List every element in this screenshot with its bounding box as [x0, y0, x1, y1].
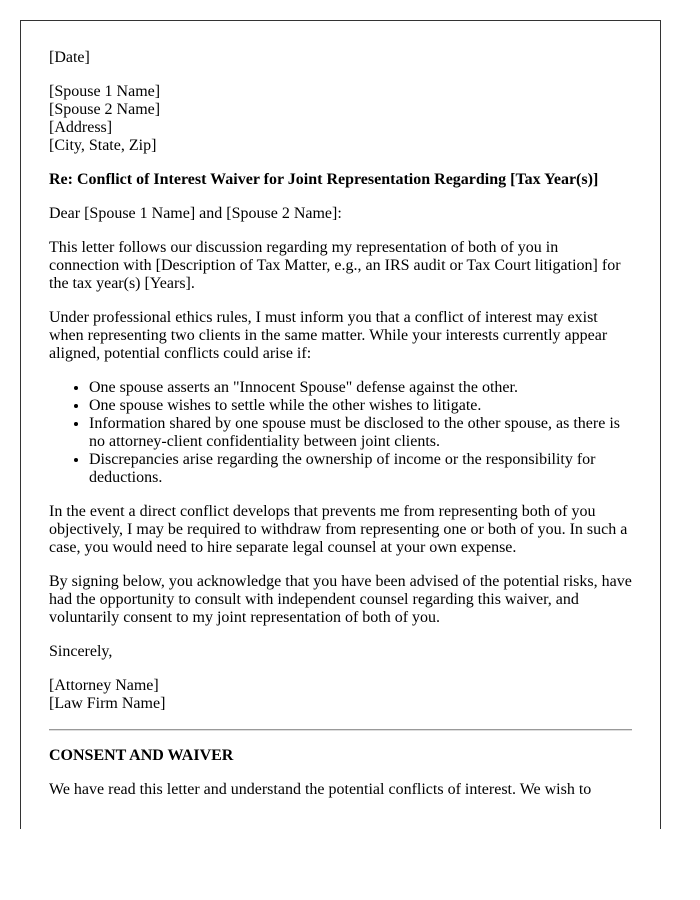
letter-page	[20, 20, 661, 829]
paragraph: This letter follows our discussion regarding my representation of both of you in connection with [Description of Tax Matter, e.g., an IRS audit or Tax Court litigation] for the tax year(s) [Years].	[49, 239, 621, 292]
list-item: • One spouse wishes to settle while the other wishes to litigate.	[89, 397, 632, 415]
paragraph: Under professional ethics rules, I must inform you that a conflict of interest may exist when representing two clients in the same matter. While your interests currently appear aligned, potential conflicts could arise if:	[49, 309, 608, 362]
signature-block	[49, 677, 632, 713]
consent-heading: CONSENT AND WAIVER	[49, 747, 234, 764]
list-item: • One spouse asserts an "Innocent Spouse" defense against the other.	[89, 379, 632, 397]
attorney-name: [Attorney Name]	[49, 677, 159, 694]
address-line: [City, State, Zip]	[49, 137, 157, 154]
address-line: [Address]	[49, 119, 113, 136]
consent-text: We have read this letter and understand the potential conflicts of interest. We wish to	[49, 781, 592, 798]
address-line: [Spouse 1 Name]	[49, 83, 161, 100]
paragraph: In the event a direct conflict develops that prevents me from representing both of you objectively, I may be required to withdraw from representing one or both of you. In such a case, you would need to hire separate legal counsel at your own expense.	[49, 503, 628, 556]
subject-line: Re: Conflict of Interest Waiver for Joint Representation Regarding [Tax Year(s)]	[49, 171, 599, 188]
address-line: [Spouse 2 Name]	[49, 101, 161, 118]
law-firm-name: [Law Firm Name]	[49, 695, 166, 712]
salutation: Dear [Spouse 1 Name] and [Spouse 2 Name]:	[49, 205, 342, 222]
date: [Date]	[49, 49, 90, 66]
list-item: • Information shared by one spouse must be disclosed to the other spouse, as there is no attorney-client confidentiality between joint clients.	[89, 415, 632, 451]
conflict-list	[49, 379, 632, 487]
list-item: • Discrepancies arise regarding the ownership of income or the responsibility for deductions.	[89, 451, 632, 487]
closing: Sincerely,	[49, 643, 113, 660]
divider	[49, 729, 632, 731]
recipient-address	[49, 83, 632, 155]
paragraph: By signing below, you acknowledge that you have been advised of the potential risks, have had the opportunity to consult with independent counsel regarding this waiver, and voluntarily consent to my joint representation of both of you.	[49, 573, 632, 626]
